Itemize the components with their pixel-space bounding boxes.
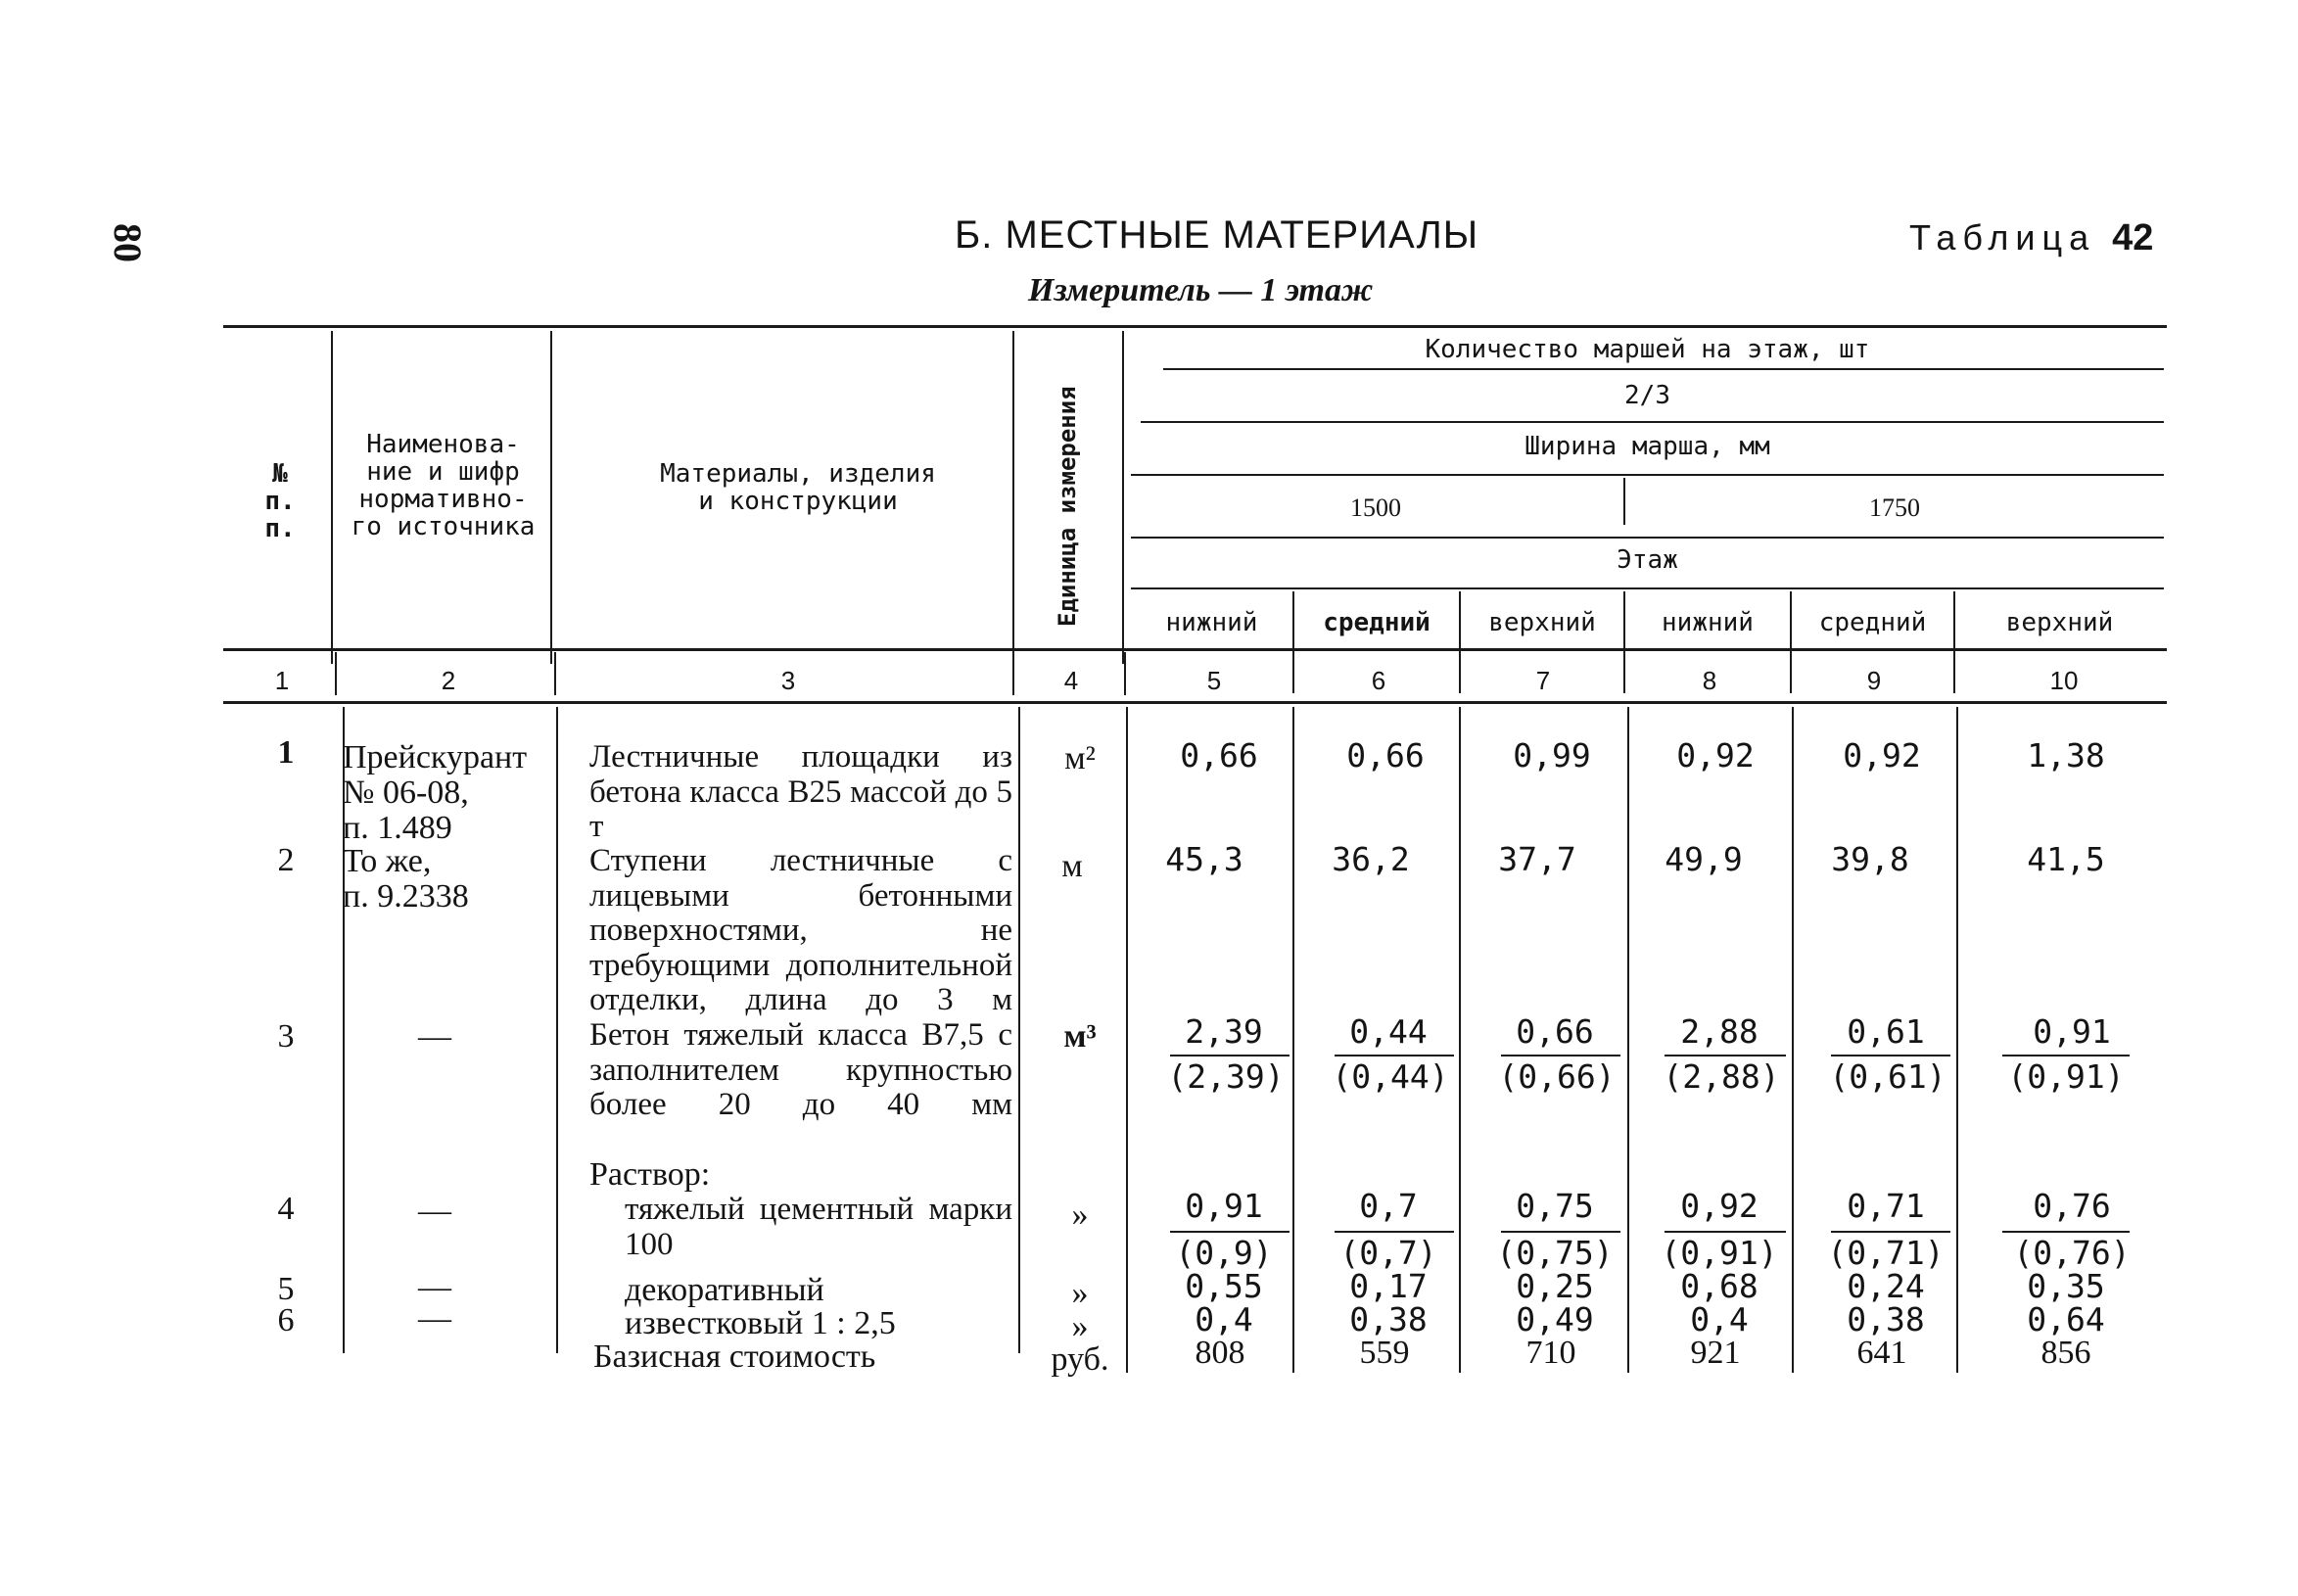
row-subvalue: (0,76) [2013, 1234, 2131, 1272]
row-value: 641 [1856, 1335, 1907, 1371]
column-number: 2 [441, 666, 456, 695]
row-source [343, 844, 469, 915]
row-number: 3 [277, 1018, 295, 1055]
row-value: 0,91 [2033, 1012, 2111, 1051]
row-value: 0,25 [1516, 1267, 1594, 1305]
column-number: 10 [2049, 666, 2079, 695]
row-value: 1,38 [2027, 736, 2105, 775]
row-value: 0,66 [1516, 1012, 1594, 1051]
header-col4: Единица измерения [1054, 386, 1081, 627]
row-source: — [418, 1018, 451, 1055]
row-number: 4 [277, 1191, 295, 1227]
row-value: 0,38 [1349, 1300, 1428, 1338]
row-material: тяжелый цементный марки 100 [625, 1192, 1012, 1262]
row-value: 0,44 [1349, 1012, 1428, 1051]
row-source-line: Прейскурант [343, 739, 528, 775]
row-value: 856 [2040, 1335, 2091, 1371]
row-subvalue: (0,61) [1829, 1057, 1946, 1096]
row-material: декоративный [625, 1272, 824, 1308]
header-col2 [338, 431, 548, 540]
row-value: 0,92 [1843, 736, 1921, 775]
row-value: 0,35 [2027, 1267, 2105, 1305]
row-number: 6 [277, 1302, 295, 1338]
header-floor-6: верхний [2005, 608, 2114, 637]
header-floor-4: нижний [1662, 608, 1754, 637]
row-value: 808 [1195, 1335, 1245, 1371]
header-col2-line: нормативно- [358, 485, 528, 514]
header-floor-title: Этаж [1617, 545, 1678, 575]
row-subvalue: (0,91) [1661, 1234, 1778, 1272]
row-value: 0,49 [1516, 1300, 1594, 1338]
column-number: 3 [780, 666, 796, 695]
header-width-title: Ширина марша, мм [1524, 432, 1770, 461]
row-value: 0,4 [1690, 1300, 1749, 1338]
row-value: 45,3 [1165, 840, 1243, 878]
row-value: 49,9 [1665, 840, 1743, 878]
row-subvalue: (0,44) [1332, 1057, 1449, 1096]
header-col1 [251, 460, 309, 542]
column-number: 7 [1535, 666, 1551, 695]
row-unit: » [1071, 1275, 1089, 1311]
column-number: 8 [1702, 666, 1717, 695]
header-col2-line: Наименова- [366, 430, 520, 459]
row-value: 0,99 [1513, 736, 1591, 775]
header-col3-line: и конструкции [698, 487, 898, 516]
column-number: 4 [1063, 666, 1079, 695]
header-floor-5: средний [1818, 608, 1927, 637]
row-value: 0,71 [1847, 1187, 1925, 1225]
row-value: 0,4 [1195, 1300, 1253, 1338]
row-subvalue: (0,7) [1339, 1234, 1437, 1272]
row-material: известковый 1 : 2,5 [625, 1305, 896, 1341]
row-value: 39,8 [1831, 840, 1909, 878]
row-value: 0,55 [1185, 1267, 1263, 1305]
row-value: 0,66 [1180, 736, 1258, 775]
row-material: Ступени лестничные с лицевыми бетонными поверхностями, не требующими дополнительной отделки, длина до 3 м [589, 843, 1012, 1017]
row-number: 2 [277, 842, 295, 878]
header-floor-3: верхний [1488, 608, 1596, 637]
row-value: 0,7 [1359, 1187, 1418, 1225]
row-unit: руб. [1051, 1341, 1109, 1378]
row-material: Лестничные площадки из бетона класса В25 массой до 5 т [589, 739, 1012, 844]
row-material: Бетон тяжелый класса В7,5 с заполнителем крупностью более 20 до 40 мм [589, 1017, 1012, 1122]
row-source-line: То же, [343, 843, 432, 879]
header-group-value: 2/3 [1624, 381, 1670, 410]
row-subvalue: (2,39) [1167, 1057, 1285, 1096]
row-value: 0,17 [1349, 1267, 1428, 1305]
row-unit: м [1061, 848, 1083, 884]
row-value: 37,7 [1498, 840, 1576, 878]
page-number: 80 [106, 223, 150, 262]
row-value: 0,76 [2033, 1187, 2111, 1225]
header-width-1500: 1500 [1350, 493, 1401, 522]
row-source: — [418, 1193, 451, 1229]
row-source: — [418, 1269, 451, 1305]
row-source-line: п. 1.489 [343, 810, 452, 846]
row-unit: » [1071, 1308, 1089, 1344]
header-width-1750: 1750 [1869, 493, 1920, 522]
row-value: 41,5 [2027, 840, 2105, 878]
header-col2-line: ние и шифр [366, 457, 520, 487]
row-value: 0,68 [1680, 1267, 1759, 1305]
header-col3-line: Материалы, изделия [660, 459, 936, 489]
row-number: 5 [277, 1271, 295, 1307]
row-value: 0,91 [1185, 1187, 1263, 1225]
row-value: 2,88 [1680, 1012, 1759, 1051]
header-floor-1: нижний [1165, 608, 1258, 637]
row-source [343, 740, 527, 846]
measure-unit: Измеритель — 1 этаж [1028, 272, 1374, 308]
header-col1-text: № п. п. [264, 459, 296, 543]
table-number: 42 [2112, 217, 2154, 258]
column-number: 9 [1866, 666, 1882, 695]
table-label [1909, 217, 2153, 259]
column-number: 6 [1371, 666, 1386, 695]
column-number: 1 [274, 666, 290, 695]
row-value: 2,39 [1185, 1012, 1263, 1051]
row-subvalue: (0,91) [2007, 1057, 2125, 1096]
row-subvalue: (0,71) [1827, 1234, 1945, 1272]
row-value: 0,92 [1680, 1187, 1759, 1225]
section-title: Б. МЕСТНЫЕ МАТЕРИАЛЫ [955, 213, 1479, 257]
row-unit: » [1071, 1197, 1089, 1233]
row-value: 710 [1525, 1335, 1576, 1371]
row-source-line: п. 9.2338 [343, 878, 469, 915]
row-value: 921 [1690, 1335, 1741, 1371]
row-number: 1 [277, 734, 295, 771]
row-value: 0,64 [2027, 1300, 2105, 1338]
row-value: 0,24 [1847, 1267, 1925, 1305]
row-value: 0,66 [1346, 736, 1425, 775]
row-source-line: № 06-08, [343, 775, 469, 811]
row-value: 36,2 [1332, 840, 1410, 878]
header-col3 [587, 460, 1008, 515]
row-subvalue: (2,88) [1663, 1057, 1780, 1096]
column-number: 5 [1206, 666, 1222, 695]
row-subvalue: (0,9) [1175, 1234, 1273, 1272]
row-unit: м³ [1063, 1018, 1097, 1055]
row-subvalue: (0,66) [1498, 1057, 1616, 1096]
header-floor-2: средний [1323, 608, 1430, 637]
table-label-word: Таблица [1909, 217, 2096, 258]
row-value: 0,61 [1847, 1012, 1925, 1051]
header-group-title: Количество маршей на этаж, шт [1425, 335, 1870, 364]
row-source: — [418, 1300, 451, 1337]
row-material: Базисная стоимость [593, 1338, 876, 1375]
header-col2-line: го источника [351, 512, 536, 541]
row-value: 0,75 [1516, 1187, 1594, 1225]
row-value: 0,92 [1676, 736, 1755, 775]
row-value: 559 [1359, 1335, 1410, 1371]
row-unit: м² [1064, 740, 1096, 776]
row-subvalue: (0,75) [1496, 1234, 1614, 1272]
group-label: Раствор: [589, 1156, 711, 1193]
row-value: 0,38 [1847, 1300, 1925, 1338]
